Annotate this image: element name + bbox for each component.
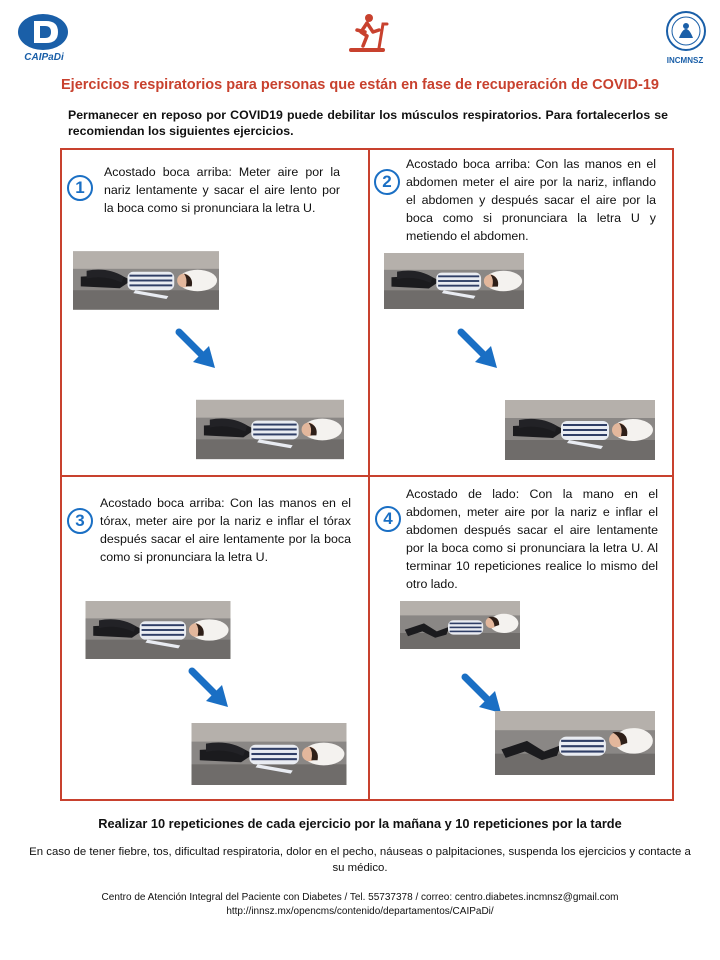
exercise-photo-end [487, 711, 663, 775]
exercise-number-badge: 1 [67, 175, 93, 201]
arrow-down-right-icon [188, 667, 232, 711]
exercise-number-badge: 3 [67, 508, 93, 534]
exercise-description: Acostado boca arriba: Con las manos en el tórax, meter aire por la nariz e inflar el tórax después sacar el aire lentamente por la boca como si pronunciara la letra U. [100, 496, 351, 564]
footer-contact: Centro de Atención Integral del Paciente con Diabetes / Tel. 55737378 / correo: centro.diabetes.incmnsz@gmail.com [101, 892, 619, 903]
caipadi-logo [12, 12, 76, 68]
intro-text: Permanecer en reposo por COVID19 puede debilitar los músculos respiratorios. Para fortalecerlos se recomiendan los siguientes ejercicios. [68, 108, 668, 138]
warning-note: En caso de tener fiebre, tos, dificultad respiratoria, dolor en el pecho, náuseas o palpitaciones, suspenda los ejercicios y contacte a su médico. [29, 846, 691, 874]
arrow-down-right-icon [175, 328, 219, 372]
exercise-photo-start [390, 601, 530, 649]
exercise-description: Acostado boca arriba: Con las manos en el abdomen meter el aire por la nariz, inflando el abdomen y después sacar el aire por la boca como si pronunciara la letra U y metiendo el abdomen. [406, 157, 656, 243]
exercise-card-3 [62, 477, 368, 802]
exercise-photo-end [182, 723, 356, 785]
exercise-description: Acostado de lado: Con la mano en el abdomen, meter aire por la nariz e inflar el abdomen después sacar el aire lentamente por la boca como si pronunciara la letra U. Al terminar 10 repeticiones realice lo mismo del otro lado. [406, 487, 658, 591]
incmnsz-seal-icon [665, 10, 707, 52]
exercise-number-badge: 2 [374, 169, 400, 195]
caipadi-mark-icon [16, 12, 70, 52]
page-title: Ejercicios respiratorios para personas que están en fase de recuperación de COVID-19 [61, 77, 659, 93]
exercise-description: Acostado boca arriba: Meter aire por la nariz lentamente y sacar el aire lento por la boca como si pronunciara la letra U. [104, 165, 340, 215]
exercise-photo-start [79, 601, 237, 659]
exercise-photo-end [196, 398, 344, 461]
exercise-card-4 [370, 477, 676, 802]
exercise-photo-end [505, 399, 655, 461]
exercise-grid [60, 148, 674, 801]
repetitions-note: Realizar 10 repeticiones de cada ejercicio por la mañana y 10 repeticiones por la tarde [98, 816, 622, 831]
exercise-photo-start [73, 250, 219, 311]
incmnsz-logo-name: INCMNSZ [666, 56, 704, 65]
incmnsz-logo [660, 10, 710, 70]
exercise-number-badge: 4 [375, 506, 401, 532]
exercise-photo-start [384, 251, 524, 311]
footer [0, 891, 720, 919]
footer-url[interactable]: http://innsz.mx/opencms/contenido/departamentos/CAIPaDi/ [226, 906, 494, 917]
caipadi-logo-name: CAIPaDi [24, 52, 64, 63]
exercise-card-1 [62, 150, 368, 475]
arrow-down-right-icon [457, 328, 501, 372]
exercise-card-2 [370, 150, 676, 475]
treadmill-icon [343, 10, 391, 56]
